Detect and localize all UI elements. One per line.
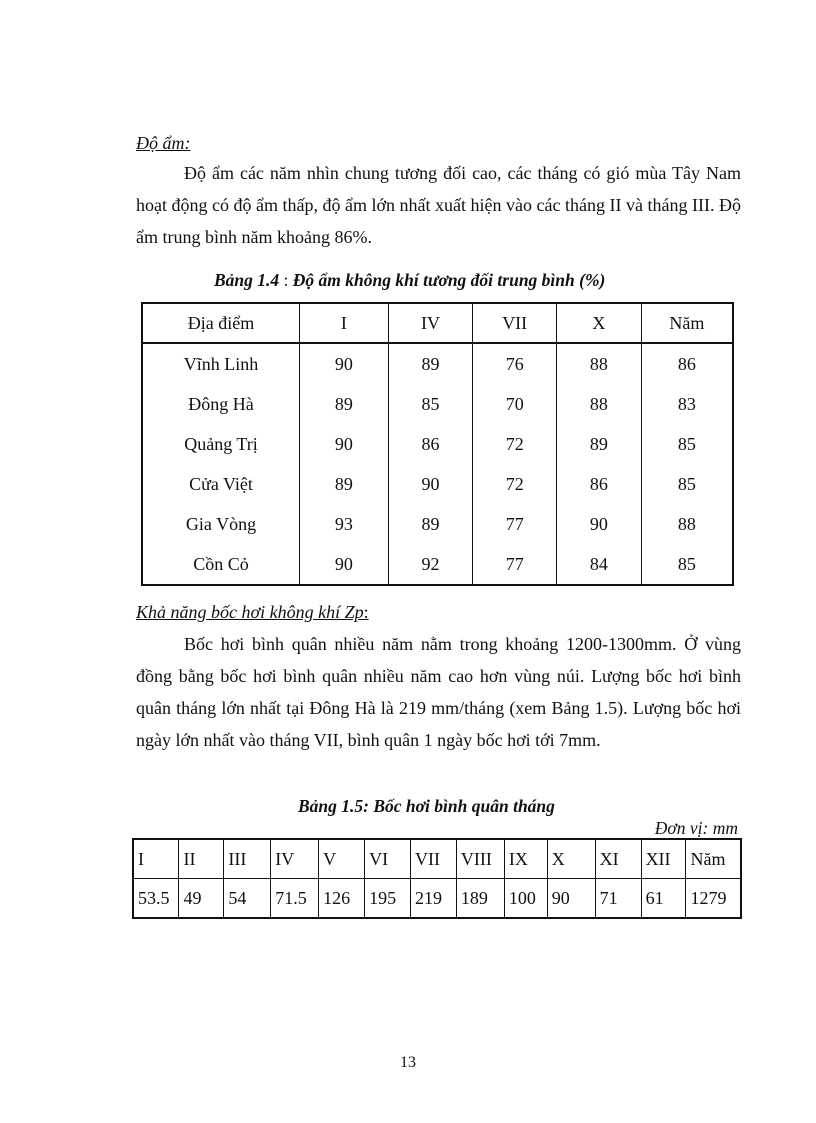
- value-cell: 83: [641, 384, 733, 424]
- month-header-cell: V: [319, 839, 365, 879]
- value-cell: 85: [641, 544, 733, 585]
- value-cell: 88: [557, 384, 642, 424]
- paragraph-humidity: Độ ẩm các năm nhìn chung tương đối cao, các tháng có gió mùa Tây Nam hoạt động có độ ẩm thấp, độ ẩm lớn nhất xuất hiện vào các tháng II và tháng III. Độ ẩm trung bình năm khoảng 86%.: [136, 163, 741, 247]
- table-row: [142, 464, 733, 504]
- section-heading-humidity: Độ ẩm:: [136, 133, 191, 153]
- month-header-row: [133, 839, 741, 879]
- page-number: 13: [400, 1054, 416, 1071]
- value-cell: 92: [388, 544, 473, 585]
- caption-title: Độ ẩm không khí tương đối trung bình (%): [292, 270, 606, 290]
- table-row: [142, 343, 733, 384]
- month-header-cell: XII: [641, 839, 686, 879]
- month-header-cell: Năm: [686, 839, 741, 879]
- month-header-cell: XI: [595, 839, 641, 879]
- value-cell: 89: [299, 464, 388, 504]
- value-cell: 88: [641, 504, 733, 544]
- table-header-cell: VII: [473, 303, 557, 343]
- value-cell: 86: [557, 464, 642, 504]
- table-1-5-caption: Bảng 1.5: Bốc hơi bình quân tháng: [298, 796, 555, 816]
- month-header-cell: IX: [504, 839, 547, 879]
- table-row: [142, 384, 733, 424]
- humidity-table: [141, 302, 734, 586]
- location-cell: Gia Vòng: [185, 513, 257, 534]
- location-cell: Cửa Việt: [189, 473, 253, 494]
- evaporation-value-cell: 1279: [686, 879, 741, 919]
- evaporation-value-cell: 126: [319, 879, 365, 919]
- table-header-cell: Địa điểm: [142, 303, 299, 343]
- evaporation-value-cell: 195: [365, 879, 411, 919]
- value-cell: 89: [388, 504, 473, 544]
- value-cell: 86: [641, 343, 733, 384]
- month-header-cell: I: [133, 839, 179, 879]
- value-cell: 77: [473, 504, 557, 544]
- evaporation-value-cell: 219: [411, 879, 457, 919]
- section-heading-text: Khả năng bốc hơi không khí Zp: [136, 602, 364, 622]
- evaporation-value-cell: 90: [547, 879, 595, 919]
- evaporation-value-cell: 71: [595, 879, 641, 919]
- evaporation-value-cell: 189: [456, 879, 504, 919]
- table-row: [142, 424, 733, 464]
- table-header-cell: X: [557, 303, 642, 343]
- value-cell: 88: [557, 343, 642, 384]
- month-header-cell: IV: [271, 839, 319, 879]
- value-row: [133, 879, 741, 919]
- evaporation-table: [132, 838, 742, 919]
- location-cell: Đông Hà: [188, 393, 254, 414]
- location-cell: Cồn Cỏ: [193, 553, 249, 574]
- table-header-cell: IV: [388, 303, 473, 343]
- value-cell: 85: [388, 384, 473, 424]
- value-cell: 72: [473, 464, 557, 504]
- month-header-cell: II: [179, 839, 224, 879]
- evaporation-value-cell: 53.5: [133, 879, 179, 919]
- value-cell: 90: [557, 504, 642, 544]
- month-header-cell: III: [224, 839, 271, 879]
- value-cell: 72: [473, 424, 557, 464]
- value-cell: 70: [473, 384, 557, 424]
- value-cell: 76: [473, 343, 557, 384]
- table-header-cell: Năm: [641, 303, 733, 343]
- value-cell: 90: [388, 464, 473, 504]
- evaporation-value-cell: 49: [179, 879, 224, 919]
- table-row: [142, 504, 733, 544]
- month-header-cell: VII: [411, 839, 457, 879]
- section-heading-colon: :: [363, 602, 369, 622]
- table-header-cell: I: [299, 303, 388, 343]
- value-cell: 77: [473, 544, 557, 585]
- value-cell: 90: [299, 343, 388, 384]
- value-cell: 85: [641, 464, 733, 504]
- table-1-4-caption: [214, 270, 605, 291]
- value-cell: 89: [557, 424, 642, 464]
- caption-label: Bảng 1.4: [214, 270, 280, 290]
- evaporation-value-cell: 71.5: [271, 879, 319, 919]
- month-header-cell: VIII: [456, 839, 504, 879]
- value-cell: 86: [388, 424, 473, 464]
- paragraph-evaporation: Bốc hơi bình quân nhiều năm nằm trong khoảng 1200-1300mm. Ở vùng đồng bằng bốc hơi bình quân nhiều năm cao hơn vùng núi. Lượng bốc hơi bình quân tháng lớn nhất tại Đông Hà là 219 mm/tháng (xem Bảng 1.5). Lượng bốc hơi ngày lớn nhất vào tháng VII, bình quân 1 ngày bốc hơi tới 7mm.: [136, 634, 741, 750]
- evaporation-value-cell: 54: [224, 879, 271, 919]
- value-cell: 93: [299, 504, 388, 544]
- evaporation-value-cell: 100: [504, 879, 547, 919]
- section-heading-evaporation: [136, 602, 369, 623]
- month-header-cell: VI: [365, 839, 411, 879]
- value-cell: 89: [299, 384, 388, 424]
- value-cell: 84: [557, 544, 642, 585]
- value-cell: 85: [641, 424, 733, 464]
- evaporation-value-cell: 61: [641, 879, 686, 919]
- location-cell: Vĩnh Linh: [183, 353, 259, 374]
- location-cell: Quảng Trị: [184, 433, 258, 454]
- month-header-cell: X: [547, 839, 595, 879]
- value-cell: 90: [299, 424, 388, 464]
- value-cell: 89: [388, 343, 473, 384]
- value-cell: 90: [299, 544, 388, 585]
- caption-separator: :: [279, 270, 293, 290]
- table-row: [142, 544, 733, 585]
- unit-label: Đơn vị: mm: [654, 818, 738, 838]
